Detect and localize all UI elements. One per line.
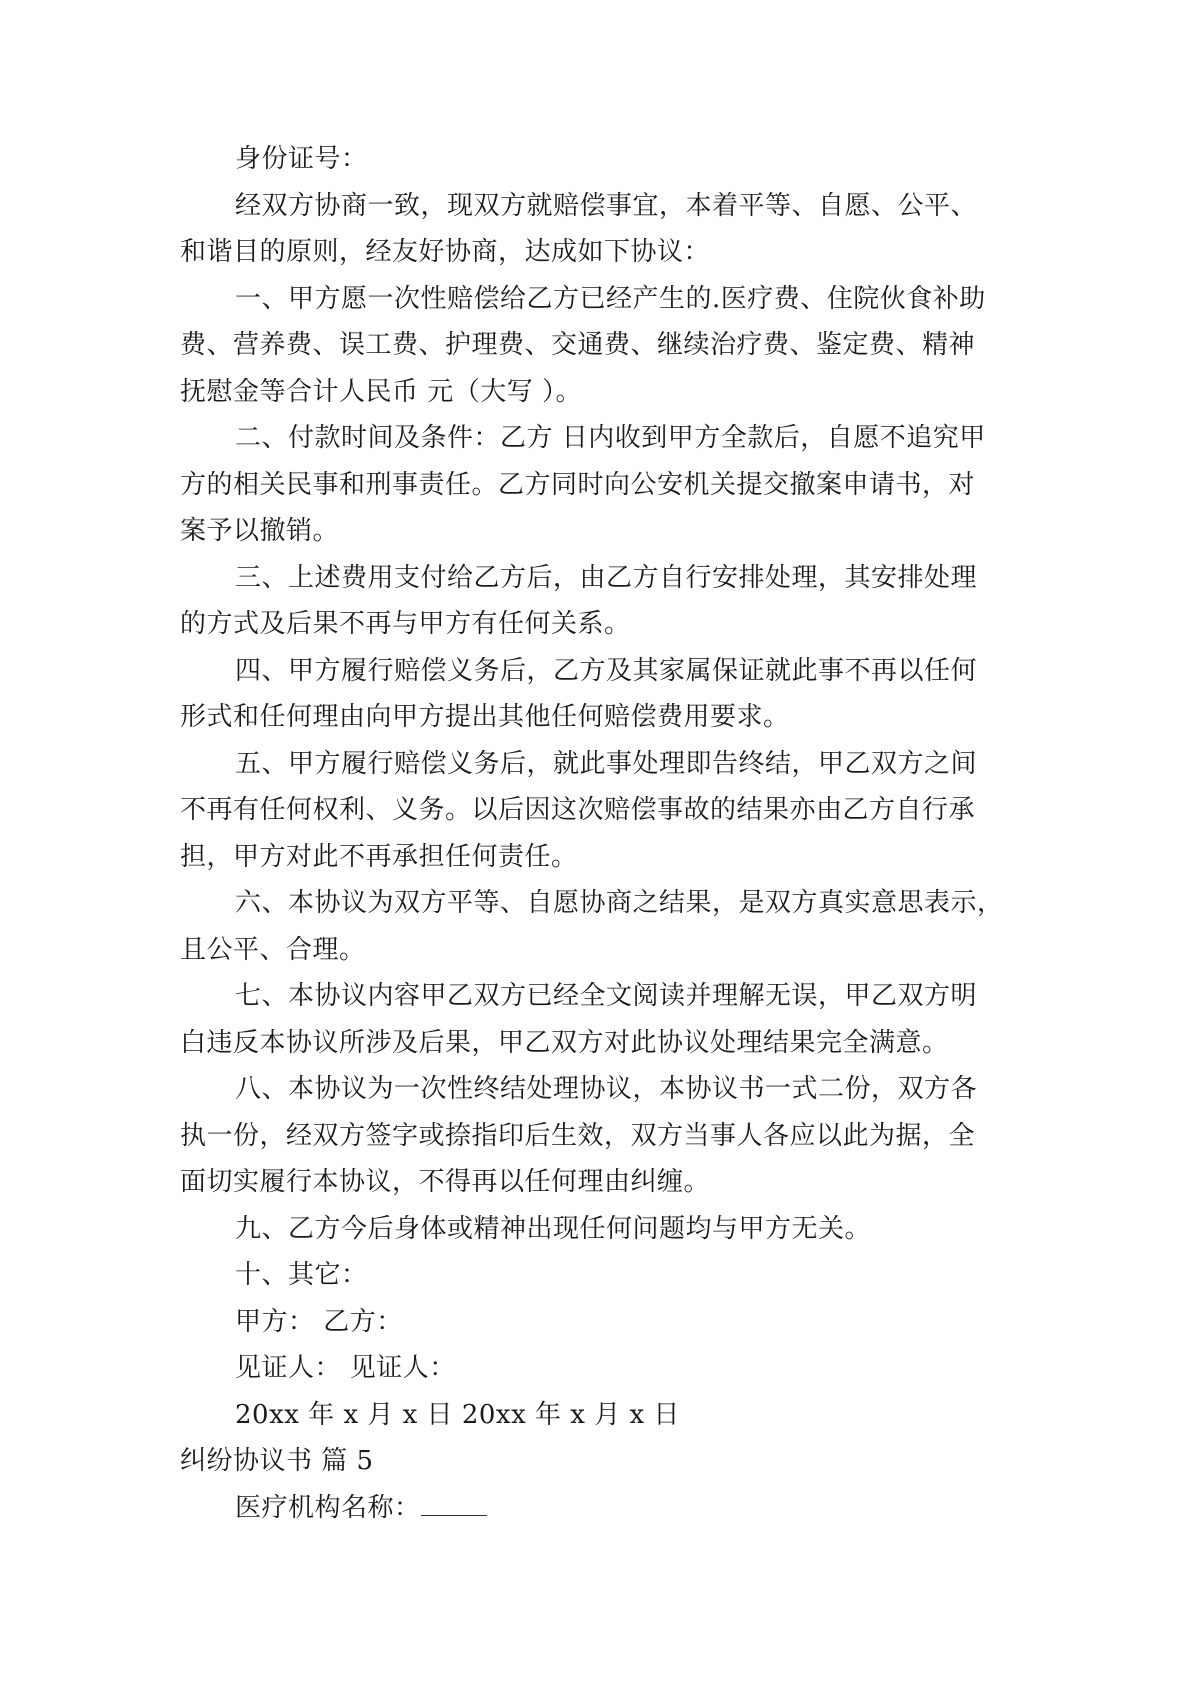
text-line — [180, 322, 1020, 369]
text-line — [180, 787, 1020, 834]
line-text: 20xx 年 x 月 x 日 20xx 年 x 月 x 日 — [235, 1399, 680, 1430]
line-text: 和谐目的原则，经友好协商，达成如下协议： — [180, 237, 711, 267]
line-text: 五、甲方履行赔偿义务后，就此事处理即告终结，甲乙双方之间 — [235, 748, 978, 779]
line-text: 医疗机构名称： — [235, 1492, 421, 1523]
text-line — [180, 1392, 1020, 1439]
text-line — [180, 1113, 1020, 1160]
line-text: 费、营养费、误工费、护理费、交通费、继续治疗费、鉴定费、精神 — [180, 330, 976, 360]
line-text: 担，甲方对此不再承担任何责任。 — [180, 841, 578, 872]
text-line — [180, 1345, 1020, 1392]
document-page — [180, 136, 1020, 1531]
line-text: 且公平、合理。 — [180, 934, 366, 965]
text-line — [180, 694, 1020, 741]
line-text: 抚慰金等合计人民币 元（大写 ）。 — [180, 376, 583, 407]
text-line — [180, 741, 1020, 788]
text-line — [180, 1485, 1020, 1532]
line-text: 十、其它： — [235, 1260, 368, 1290]
line-text: 六、本协议为双方平等、自愿协商之结果，是双方真实意思表示， — [235, 888, 1004, 918]
line-text: 执一份，经双方签字或捺指印后生效，双方当事人各应以此为据，全 — [180, 1120, 976, 1151]
line-text: 案予以撤销。 — [180, 516, 340, 546]
text-line — [180, 1066, 1020, 1113]
line-text: 见证人： 见证人： — [235, 1353, 456, 1383]
text-line — [180, 369, 1020, 416]
text-line — [180, 973, 1020, 1020]
text-line — [180, 1159, 1020, 1206]
text-line — [180, 229, 1020, 276]
section-heading — [180, 1438, 1020, 1485]
text-line — [180, 927, 1020, 974]
text-line — [180, 648, 1020, 695]
text-line — [180, 183, 1020, 230]
text-line — [180, 1252, 1020, 1299]
line-text: 八、本协议为一次性终结处理协议，本协议书一式二份，双方各 — [235, 1074, 978, 1104]
text-line — [180, 415, 1020, 462]
line-text: 四、甲方履行赔偿义务后，乙方及其家属保证就此事不再以任何 — [235, 655, 978, 686]
text-line — [180, 1020, 1020, 1067]
text-line — [180, 555, 1020, 602]
fill-in-blank — [421, 1489, 487, 1516]
line-text: 的方式及后果不再与甲方有任何关系。 — [180, 609, 631, 639]
line-text: 七、本协议内容甲乙双方已经全文阅读并理解无误，甲乙双方明 — [235, 981, 978, 1011]
line-text: 三、上述费用支付给乙方后，由乙方自行安排处理，其安排处理 — [235, 562, 978, 593]
text-line — [180, 136, 1020, 183]
text-line — [180, 880, 1020, 927]
text-line — [180, 1206, 1020, 1253]
line-text: 经双方协商一致，现双方就赔偿事宜，本着平等、自愿、公平、 — [235, 190, 978, 221]
text-line — [180, 834, 1020, 881]
text-line — [180, 601, 1020, 648]
line-text: 不再有任何权利、义务。以后因这次赔偿事故的结果亦由乙方自行承 — [180, 795, 976, 825]
text-line — [180, 276, 1020, 323]
text-line — [180, 462, 1020, 509]
line-text: 纠纷协议书 篇 5 — [180, 1446, 374, 1476]
text-line — [180, 1299, 1020, 1346]
line-text: 甲方： 乙方： — [235, 1306, 403, 1337]
line-text: 方的相关民事和刑事责任。乙方同时向公安机关提交撤案申请书，对 — [180, 469, 976, 500]
line-text: 白违反本协议所涉及后果，甲乙双方对此协议处理结果完全满意。 — [180, 1027, 949, 1058]
line-text: 九、乙方今后身体或精神出现任何问题均与甲方无关。 — [235, 1213, 872, 1244]
line-text: 身份证号： — [235, 144, 368, 174]
line-text: 一、甲方愿一次性赔偿给乙方已经产生的.医疗费、住院伙食补助 — [235, 283, 986, 314]
line-text: 二、付款时间及条件：乙方 日内收到甲方全款后，自愿不追究甲 — [235, 423, 986, 453]
text-line — [180, 508, 1020, 555]
line-text: 面切实履行本协议，不得再以任何理由纠缠。 — [180, 1167, 711, 1197]
line-text: 形式和任何理由向甲方提出其他任何赔偿费用要求。 — [180, 702, 790, 732]
